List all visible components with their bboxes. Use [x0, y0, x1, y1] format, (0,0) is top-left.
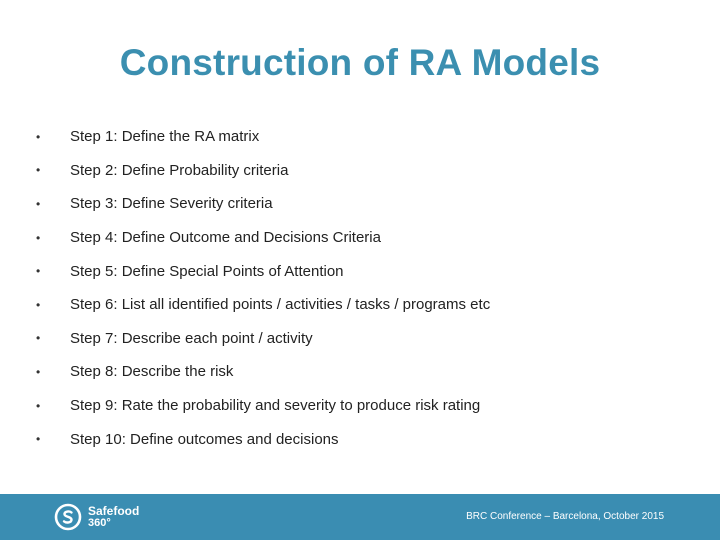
list-item-text: Step 8: Describe the risk [70, 363, 234, 381]
list-item-text: Step 6: List all identified points / activities / tasks / programs etc [70, 296, 491, 314]
slide-title: Construction of RA Models [119, 42, 601, 83]
conference-footer-text: BRC Conference – Barcelona, October 2015 [466, 511, 664, 522]
list-item-text: Step 4: Define Outcome and Decisions Criteria [70, 229, 381, 247]
bullet-icon: • [36, 398, 41, 413]
list-item [36, 422, 696, 456]
logo-text [88, 505, 139, 529]
list-item [36, 154, 696, 188]
bullet-icon: • [36, 364, 41, 379]
bullet-icon: • [36, 331, 41, 346]
bullet-icon: • [36, 230, 41, 245]
list-item-text: Step 9: Rate the probability and severity to produce risk rating [70, 397, 481, 415]
bullet-icon: • [36, 163, 41, 178]
step-list [36, 120, 696, 456]
list-item-text: Step 1: Define the RA matrix [70, 128, 260, 146]
bullet-icon: • [36, 129, 41, 144]
bullet-icon: • [36, 297, 41, 312]
bullet-icon: • [36, 264, 41, 279]
list-item [36, 355, 696, 389]
list-item-text: Step 3: Define Severity criteria [70, 195, 273, 213]
list-item [36, 254, 696, 288]
logo-number: 360° [88, 517, 111, 529]
list-item [36, 322, 696, 356]
list-item-text: Step 10: Define outcomes and decisions [70, 430, 339, 448]
list-item-text: Step 2: Define Probability criteria [70, 161, 289, 179]
footer-bar [0, 494, 720, 540]
list-item [36, 221, 696, 255]
list-item [36, 120, 696, 154]
list-item [36, 187, 696, 221]
logo-name: Safefood [88, 504, 140, 518]
list-item-text: Step 5: Define Special Points of Attention [70, 262, 344, 280]
safefood-logo-icon [54, 503, 82, 531]
list-item [36, 389, 696, 423]
list-item [36, 288, 696, 322]
safefood-logo [54, 503, 139, 531]
bullet-icon: • [36, 196, 41, 211]
bullet-icon: • [36, 432, 41, 447]
list-item-text: Step 7: Describe each point / activity [70, 329, 313, 347]
